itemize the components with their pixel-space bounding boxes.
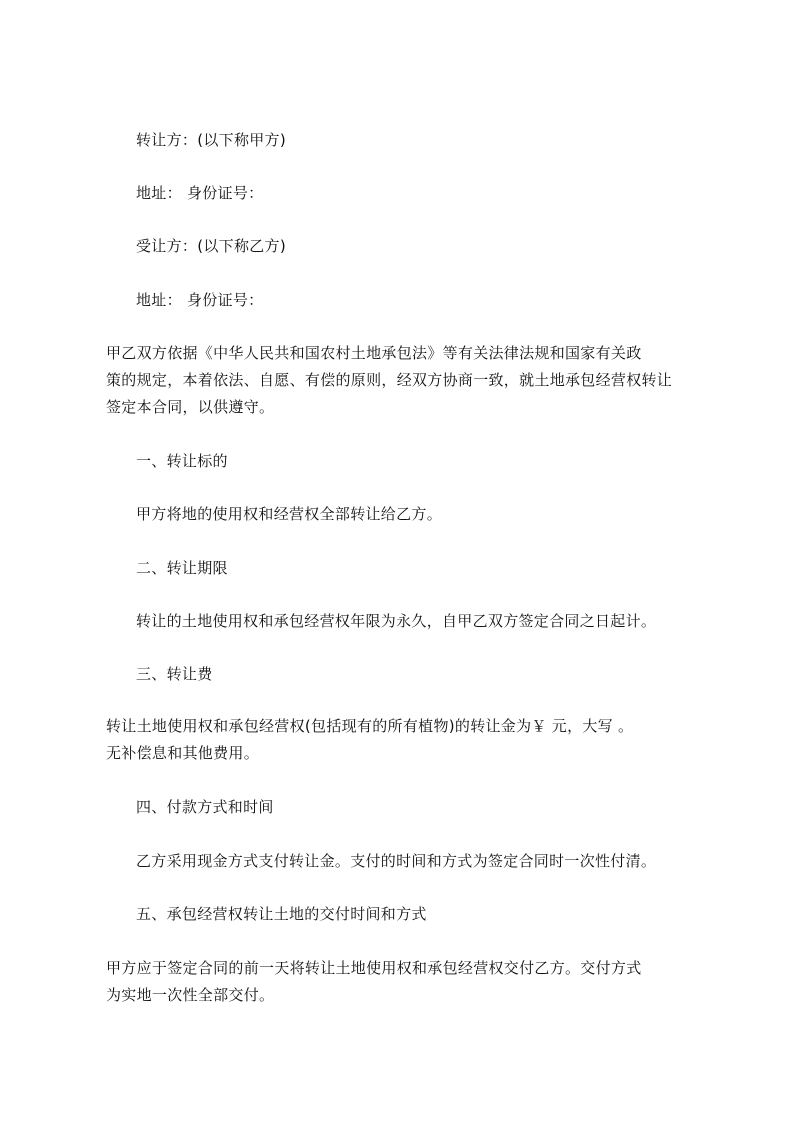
section-1-body: 甲方将地的使用权和经营权全部转让给乙方。	[136, 505, 443, 523]
section-3-title: 三、转让费	[136, 665, 213, 683]
intro-line-3: 签定本合同，以供遵守。	[106, 398, 275, 416]
section-3-line-2: 无补偿息和其他费用。	[106, 744, 260, 762]
section-1-title: 一、转让标的	[136, 452, 228, 470]
section-3-line-1: 转让土地使用权和承包经营权(包括现有的所有植物)的转让金为￥ 元，大写 。	[106, 717, 634, 735]
section-3-body	[106, 713, 706, 767]
intro-line-2: 策的规定，本着依法、自愿、有偿的原则，经双方协商一致，就土地承包经营权转让	[106, 371, 673, 389]
section-5-line-1: 甲方应于签定合同的前一天将转让土地使用权和承包经营权交付乙方。交付方式	[106, 959, 642, 977]
section-4-title: 四、付款方式和时间	[136, 798, 274, 816]
party-b-line: 受让方：(以下称乙方)	[136, 237, 287, 255]
party-a-line: 转让方：(以下称甲方)	[136, 131, 287, 149]
party-a-info-line: 地址： 身份证号：	[136, 184, 264, 202]
party-b-info-line: 地址： 身份证号：	[136, 291, 264, 309]
section-2-title: 二、转让期限	[136, 559, 228, 577]
section-2-body: 转让的土地使用权和承包经营权年限为永久，自甲乙双方签定合同之日起计。	[136, 612, 657, 630]
section-5-title: 五、承包经营权转让土地的交付时间和方式	[136, 905, 427, 923]
intro-line-1: 甲乙双方依据《中华人民共和国农村土地承包法》等有关法律法规和国家有关政	[106, 344, 642, 362]
intro-paragraph	[106, 340, 706, 421]
section-5-line-2: 为实地一次性全部交付。	[106, 986, 275, 1004]
section-5-body	[106, 955, 706, 1009]
section-4-body: 乙方采用现金方式支付转让金。支付的时间和方式为签定合同时一次性付清。	[136, 852, 657, 870]
